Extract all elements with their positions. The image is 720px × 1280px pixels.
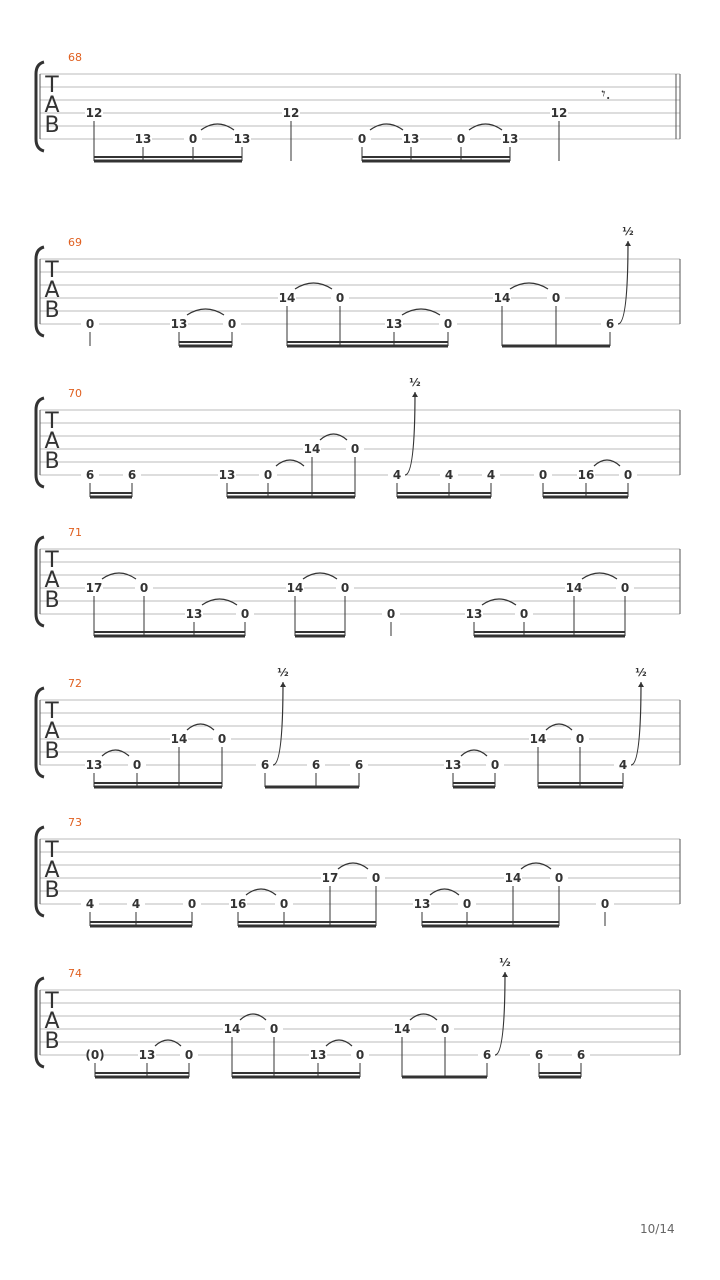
fret-number: 0 <box>335 291 345 305</box>
tab-clef-letter: A <box>44 1009 60 1034</box>
measure-number: 74 <box>68 967 82 980</box>
fret-number: 13 <box>501 132 519 146</box>
fret-number: 6 <box>260 758 270 772</box>
fret-number: 0 <box>357 132 367 146</box>
fret-number: 6 <box>605 317 615 331</box>
staff-system <box>36 225 680 346</box>
fret-number: 14 <box>565 581 583 595</box>
page-number: 10/14 <box>640 1222 675 1236</box>
fret-number: 0 <box>456 132 466 146</box>
fret-number: 0 <box>187 897 197 911</box>
fret-number: 14 <box>493 291 511 305</box>
fret-number: 0 <box>443 317 453 331</box>
fret-number: 4 <box>131 897 141 911</box>
fret-number: 0 <box>600 897 610 911</box>
fret-number: 0 <box>355 1048 365 1062</box>
bend-arrowhead <box>502 972 508 977</box>
tie-arc <box>521 863 551 869</box>
bend-curve <box>631 682 641 765</box>
fret-number: 6 <box>311 758 321 772</box>
tab-clef-letter: T <box>45 548 59 573</box>
tab-clef-letter: A <box>44 278 60 303</box>
tie-arc <box>326 1040 352 1046</box>
measure-number: 71 <box>68 526 82 539</box>
fret-number: 0 <box>386 607 396 621</box>
tab-clef-letter: A <box>44 858 60 883</box>
fret-number: 4 <box>618 758 628 772</box>
fret-number: 13 <box>444 758 462 772</box>
staff-system <box>36 376 680 497</box>
bend-arrowhead <box>638 682 644 687</box>
tie-arc <box>276 460 304 466</box>
tie-arc <box>482 599 516 605</box>
fret-number: 13 <box>138 1048 156 1062</box>
fret-number: 17 <box>321 871 339 885</box>
tie-arc <box>402 309 440 315</box>
fret-number: 6 <box>534 1048 544 1062</box>
eighth-rest: 𝄾. <box>601 84 611 103</box>
tab-clef-letter: A <box>44 568 60 593</box>
measure-number: 73 <box>68 816 82 829</box>
staff-system <box>36 526 680 636</box>
fret-number: 14 <box>170 732 188 746</box>
tab-clef-letter: B <box>44 739 60 764</box>
fret-number: 0 <box>85 317 95 331</box>
fret-number: 12 <box>85 106 103 120</box>
bend-arrowhead <box>412 392 418 397</box>
fret-number: 16 <box>577 468 595 482</box>
fret-number: 12 <box>282 106 300 120</box>
tab-clef-letter: A <box>44 719 60 744</box>
fret-number: 14 <box>504 871 522 885</box>
fret-number: 0 <box>263 468 273 482</box>
tie-arc <box>582 573 617 579</box>
fret-number: 13 <box>85 758 103 772</box>
bend-label: ½ <box>622 225 634 238</box>
fret-number: 0 <box>371 871 381 885</box>
fret-number: 0 <box>519 607 529 621</box>
bend-label: ½ <box>635 666 647 679</box>
fret-number: 0 <box>538 468 548 482</box>
fret-number: 16 <box>229 897 247 911</box>
fret-number: 0 <box>350 442 360 456</box>
staff-system <box>36 816 680 926</box>
fret-number: 0 <box>132 758 142 772</box>
staff-system <box>36 666 680 787</box>
bend-label: ½ <box>499 956 511 969</box>
tab-clef-letter: B <box>44 1029 60 1054</box>
tab-clef-letter: A <box>44 93 60 118</box>
tie-arc <box>594 460 620 466</box>
tab-clef-letter: B <box>44 298 60 323</box>
measure-number: 69 <box>68 236 82 249</box>
fret-number: 13 <box>309 1048 327 1062</box>
fret-number: 14 <box>393 1022 411 1036</box>
tie-arc <box>202 599 237 605</box>
fret-number: 0 <box>575 732 585 746</box>
fret-number: 0 <box>490 758 500 772</box>
bend-label: ½ <box>277 666 289 679</box>
tie-arc <box>155 1040 181 1046</box>
fret-number: 13 <box>170 317 188 331</box>
bend-curve <box>618 241 628 324</box>
fret-number: 0 <box>184 1048 194 1062</box>
measure-number: 70 <box>68 387 82 400</box>
tie-arc <box>320 434 347 440</box>
fret-number: 14 <box>278 291 296 305</box>
tie-arc <box>102 573 136 579</box>
fret-number: 13 <box>134 132 152 146</box>
tie-arc <box>510 283 548 289</box>
tie-arc <box>430 889 459 895</box>
tie-arc <box>240 1014 266 1020</box>
fret-number: 6 <box>576 1048 586 1062</box>
tab-clef-letter: T <box>45 409 59 434</box>
tie-arc <box>201 124 234 130</box>
measure-number: 72 <box>68 677 82 690</box>
fret-number: 13 <box>233 132 251 146</box>
fret-number: 0 <box>462 897 472 911</box>
bend-label: ½ <box>409 376 421 389</box>
fret-number: 4 <box>486 468 496 482</box>
fret-number: 0 <box>227 317 237 331</box>
fret-number: 6 <box>127 468 137 482</box>
fret-number: 14 <box>223 1022 241 1036</box>
fret-number: 0 <box>551 291 561 305</box>
fret-number: 13 <box>465 607 483 621</box>
tab-clef-letter: B <box>44 449 60 474</box>
fret-number: 6 <box>85 468 95 482</box>
tie-arc <box>303 573 337 579</box>
fret-number: 0 <box>269 1022 279 1036</box>
fret-number: 14 <box>529 732 547 746</box>
bend-arrowhead <box>280 682 286 687</box>
fret-number: 0 <box>554 871 564 885</box>
bend-curve <box>405 392 415 475</box>
fret-number: 0 <box>188 132 198 146</box>
fret-number: 4 <box>85 897 95 911</box>
tab-clef-letter: T <box>45 699 59 724</box>
fret-number: 0 <box>620 581 630 595</box>
staff-system <box>36 956 680 1077</box>
fret-number: 4 <box>444 468 454 482</box>
fret-number: 13 <box>385 317 403 331</box>
fret-number: 0 <box>279 897 289 911</box>
tab-clef-letter: T <box>45 838 59 863</box>
fret-number: 13 <box>218 468 236 482</box>
fret-number: 0 <box>440 1022 450 1036</box>
tie-arc <box>338 863 368 869</box>
bend-curve <box>495 972 505 1055</box>
fret-number: 17 <box>85 581 103 595</box>
fret-number: 6 <box>482 1048 492 1062</box>
tie-arc <box>295 283 332 289</box>
tab-clef-letter: T <box>45 258 59 283</box>
fret-number: 13 <box>402 132 420 146</box>
tie-arc <box>469 124 502 130</box>
fret-number: 0 <box>340 581 350 595</box>
tie-arc <box>370 124 403 130</box>
measure-number: 68 <box>68 51 82 64</box>
fret-number: 4 <box>392 468 402 482</box>
fret-number: 14 <box>303 442 321 456</box>
staff-system <box>36 51 680 161</box>
bend-curve <box>273 682 283 765</box>
fret-number: 6 <box>354 758 364 772</box>
tab-clef-letter: B <box>44 878 60 903</box>
tie-arc <box>187 724 214 730</box>
fret-number: 0 <box>240 607 250 621</box>
fret-number: 0 <box>217 732 227 746</box>
fret-number: 13 <box>185 607 203 621</box>
bend-arrowhead <box>625 241 631 246</box>
fret-number: 12 <box>550 106 568 120</box>
fret-number: 0 <box>139 581 149 595</box>
tab-clef-letter: A <box>44 429 60 454</box>
tab-clef-letter: T <box>45 989 59 1014</box>
tie-arc <box>410 1014 437 1020</box>
tie-arc <box>461 750 487 756</box>
tie-arc <box>546 724 572 730</box>
tab-clef-letter: T <box>45 73 59 98</box>
tie-arc <box>187 309 224 315</box>
tab-clef-letter: B <box>44 588 60 613</box>
fret-number: 13 <box>413 897 431 911</box>
fret-number: 0 <box>623 468 633 482</box>
tie-arc <box>246 889 276 895</box>
fret-number: (0) <box>85 1048 105 1062</box>
tie-arc <box>102 750 129 756</box>
tab-clef-letter: B <box>44 113 60 138</box>
fret-number: 14 <box>286 581 304 595</box>
